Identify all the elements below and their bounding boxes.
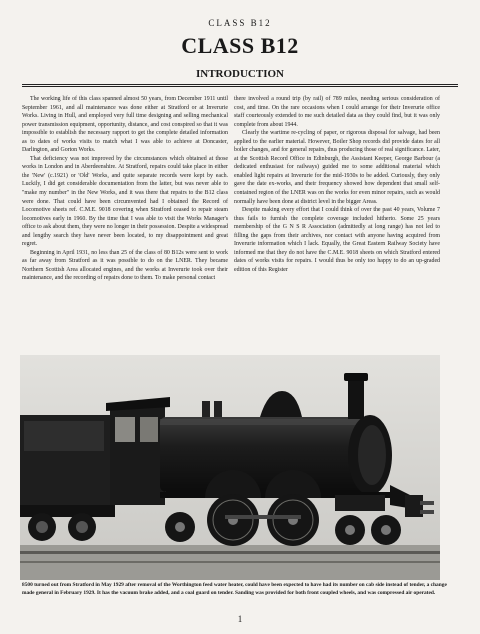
heading-rule-top [22, 84, 458, 85]
steam-locomotive-icon [20, 355, 440, 580]
locomotive-photo [20, 355, 440, 580]
left-paragraph-1: The working life of this class spanned almost 50 years, from December 1911 until September 1961, and all maintenance was done either at Stratford or at Inverurie Works. Living in Hull, and employed very full time designing and selling mechanical power transmission equipment, opportunity, distance, and cost conspired so that it was impossible to establish the necessary rapport to get the complete detailed information as to dates of works visits to match what I was able to achieve at Doncaster, Darlington, and Gorton Works. [22, 96, 228, 154]
left-paragraph-3: Beginning in April 1931, no less than 25 of the class of 80 B12s were sent to work as far away from Stratford as it was possible to do on the LNER. They became Northern Scottish Area allocated engines, and the works at Inverurie took over their maintenance, and the recording of repairs done to them. To make personal contact [22, 249, 228, 282]
left-text-column [22, 95, 228, 283]
photo-caption: 8500 turned out from Stratford in May 1929 after removal of the Worthington feed water heater, could have been expected to have had its number on cab side instead of tender, a change made general in February 1929. It has the vacuum brake added, and a coal guard on tender. Sanding was provided for both front coupled wheels, and was compressed air operated. [22, 582, 447, 596]
page-number: 1 [237, 614, 243, 624]
left-paragraph-2: That deficiency was not improved by the circumstances which obtained at those works in London and in Aberdeenshire. At Stratford, repairs could take place in either the 'New' (c.1921) or 'Old' Works, and quite separate records were kept by each. Luckily, I did get considerable documentation from the latter, but was never able to "make my number" in the New Works, and it was there that repairs to the B12 class were done. That could have been circumvented had I obtained the Record of Locomotive sheets ref. C.M.E. 9018 covering when Stratford ceased to repair steam locomotives early in 1960. By the time that I was able to visit the Works Manager's office to ask about them, they were no longer in their possession. Despite a widespread and lengthy search they have never been located, to my disappointment and great regret. [22, 155, 228, 248]
page-title: CLASS B12 [181, 33, 299, 58]
right-paragraph-3: Despite making every effort that I could think of over the past 40 years, Volume 7 thus fails to furnish the complete coverage included hitherto. Some 25 years membership of the G N S R Association (admittedly at long range) has not led to filling the gaps from their archives, nor contact with anyone having acquired from Inverurie information which I lack. Equally, the Great Eastern Railway Society have informed me that they do not have the C.M.E. 9018 sheets on which Stratford entered dates of works visits for repairs. I would thus be only too happy to do an up-graded edition of this Register [234, 207, 440, 273]
section-heading: INTRODUCTION [195, 68, 284, 80]
running-head: CLASS B12 [208, 18, 272, 28]
right-paragraph-2: Clearly the wartime re-cycling of paper, or rigorous disposal for salvage, had been applied to the earlier material. However, Boiler Shop records did provide dates for all boiler changes, and for general repairs, thus producing those of real significance. Later, at the Scottish Record Office in Edinburgh, the Assistant Keeper, George Barbour (a dedicated enthusiast for railways) guided me to some additional material which enabled light repairs at Inverurie for the mid-1930s to be added. Curiously, they only gave the date ex-works, and their frequency showed how dependent that small self-contained region of the LNER was on the works for even minor repairs, such as would normally have been done at district level in the bigger Areas. [234, 130, 440, 205]
heading-rule-bottom [22, 86, 458, 87]
right-text-column [234, 95, 440, 274]
right-paragraph-1: there involved a round trip (by rail) of 789 miles, needing serious consideration of cost, and time. On the rare occasions when I could arrange for their Inverurie office staff courteously extended to me such detailed data as they could find, but it was only complete from about 1944. [234, 96, 440, 128]
